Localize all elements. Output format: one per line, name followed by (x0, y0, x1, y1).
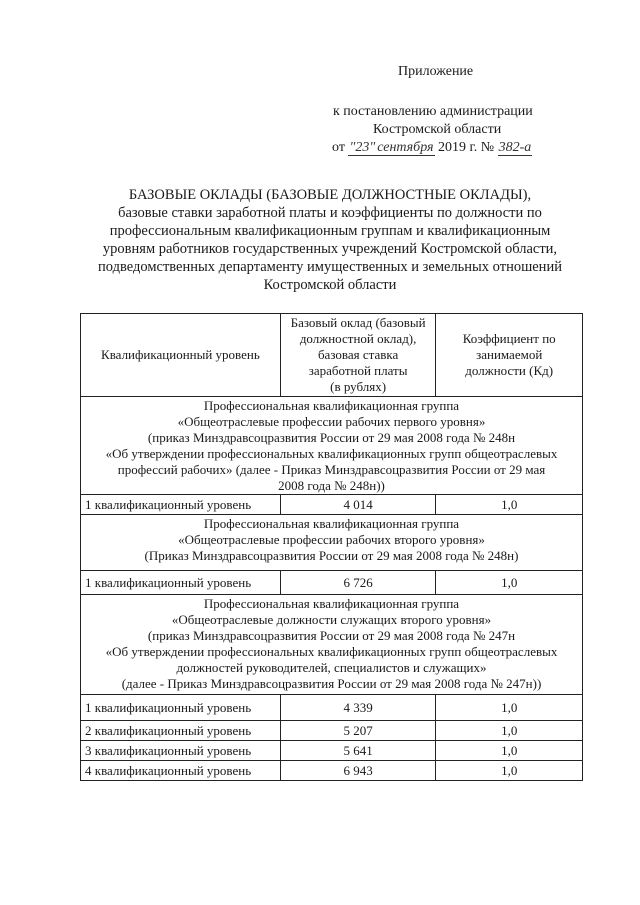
title-line: уровням работников государственных учреждений Костромской области, (102, 241, 558, 257)
document-title (80, 186, 580, 294)
coefficient-cell: 1,0 (436, 495, 583, 515)
group-title (81, 515, 583, 571)
date-day: "23" (349, 140, 376, 155)
table-row (81, 695, 583, 721)
salary-cell: 5 207 (280, 721, 436, 741)
salary-cell: 4 339 (280, 695, 436, 721)
group-row (81, 595, 583, 695)
group-title-line: (приказ Минздравсоцразвития России от 29 мая 2008 года № 248н (147, 430, 516, 445)
salary-cell: 5 641 (280, 741, 436, 761)
date-month: сентября (377, 140, 434, 155)
coefficient-cell: 1,0 (436, 761, 583, 781)
group-title-line: (приказ Минздравсоцразвития России от 29 мая 2008 года № 247н (147, 628, 516, 643)
decree-number: 382-а (498, 140, 532, 155)
coefficient-cell: 1,0 (436, 571, 583, 595)
salary-cell: 4 014 (280, 495, 436, 515)
group-title-line: (далее - Приказ Минздравсоцразвития России от 29 мая 2008 года № 247н)) (121, 676, 542, 691)
group-title-line: «Об утверждении профессиональных квалификационных групп общеотраслевых (105, 644, 558, 659)
level-cell: 1 квалификационный уровень (81, 571, 281, 595)
title-line: подведомственных департаменту имущественных и земельных отношений (98, 259, 562, 275)
title-line: БАЗОВЫЕ ОКЛАДЫ (БАЗОВЫЕ ДОЛЖНОСТНЫЕ ОКЛАДЫ), (128, 187, 532, 203)
title-line: профессиональным квалификационным группам и квалификационным (109, 223, 551, 239)
appendix-label: Приложение (398, 64, 474, 79)
salary-table-body (81, 314, 583, 781)
title-line: Костромской области (263, 277, 397, 293)
date-year: 2019 г. № (438, 140, 495, 155)
group-title-line: «Общеотраслевые должности служащих второго уровня» (171, 612, 492, 627)
header-salary-line: базовая ставка (317, 347, 399, 362)
header-coefficient-line: Коэффициент по (462, 331, 556, 346)
group-title-line: Профессиональная квалификационная группа (203, 596, 460, 611)
group-title-line: профессий рабочих» (далее - Приказ Минздравсоцразвития России от 29 мая (117, 462, 546, 477)
group-title-line: «Общеотраслевые профессии рабочих второго уровня» (178, 532, 485, 547)
header-salary-line: (в рублях) (330, 379, 387, 394)
level-cell: 4 квалификационный уровень (81, 761, 281, 781)
coefficient-cell: 1,0 (436, 721, 583, 741)
coefficient-cell: 1,0 (436, 741, 583, 761)
decree-date-line (332, 139, 532, 156)
table-row (81, 721, 583, 741)
coefficient-cell: 1,0 (436, 695, 583, 721)
group-row (81, 397, 583, 495)
group-title-line: должностей руководителей, специалистов и служащих» (176, 660, 487, 675)
group-title-line: (Приказ Минздравсоцразвития России от 29 мая 2008 года № 248н) (144, 548, 519, 563)
group-row (81, 515, 583, 571)
salary-cell: 6 943 (280, 761, 436, 781)
region-name: Костромской области (373, 122, 502, 137)
group-title-line: «Об утверждении профессиональных квалификационных групп общеотраслевых (105, 446, 558, 461)
table-row (81, 571, 583, 595)
header-salary-line: заработной платы (308, 363, 408, 378)
salary-table (80, 313, 583, 781)
group-title (81, 397, 583, 495)
level-cell: 2 квалификационный уровень (81, 721, 281, 741)
group-title-line: Профессиональная квалификационная группа (203, 516, 460, 531)
header-coefficient-line: должности (Кд) (465, 363, 554, 378)
table-row (81, 741, 583, 761)
header-coefficient-line: занимаемой (476, 347, 543, 362)
table-header-row (81, 314, 583, 397)
salary-cell: 6 726 (280, 571, 436, 595)
group-title-line: Профессиональная квалификационная группа (203, 398, 460, 413)
decree-reference: к постановлению администрации (333, 104, 533, 119)
title-line: базовые ставки заработной платы и коэффициенты по должности по (118, 205, 542, 221)
table-row (81, 495, 583, 515)
group-title (81, 595, 583, 695)
group-title-line: 2008 года № 248н)) (278, 478, 385, 493)
level-cell: 1 квалификационный уровень (81, 695, 281, 721)
header-salary (280, 314, 436, 397)
header-coefficient (436, 314, 583, 397)
group-title-line: «Общеотраслевые профессии рабочих первого уровня» (177, 414, 486, 429)
date-prefix: от (332, 140, 345, 155)
level-cell: 1 квалификационный уровень (81, 495, 281, 515)
header-level: Квалификационный уровень (81, 314, 281, 397)
table-row (81, 761, 583, 781)
header-salary-line: должностной оклад), (299, 331, 417, 346)
header-salary-line: Базовый оклад (базовый (290, 315, 426, 330)
level-cell: 3 квалификационный уровень (81, 741, 281, 761)
